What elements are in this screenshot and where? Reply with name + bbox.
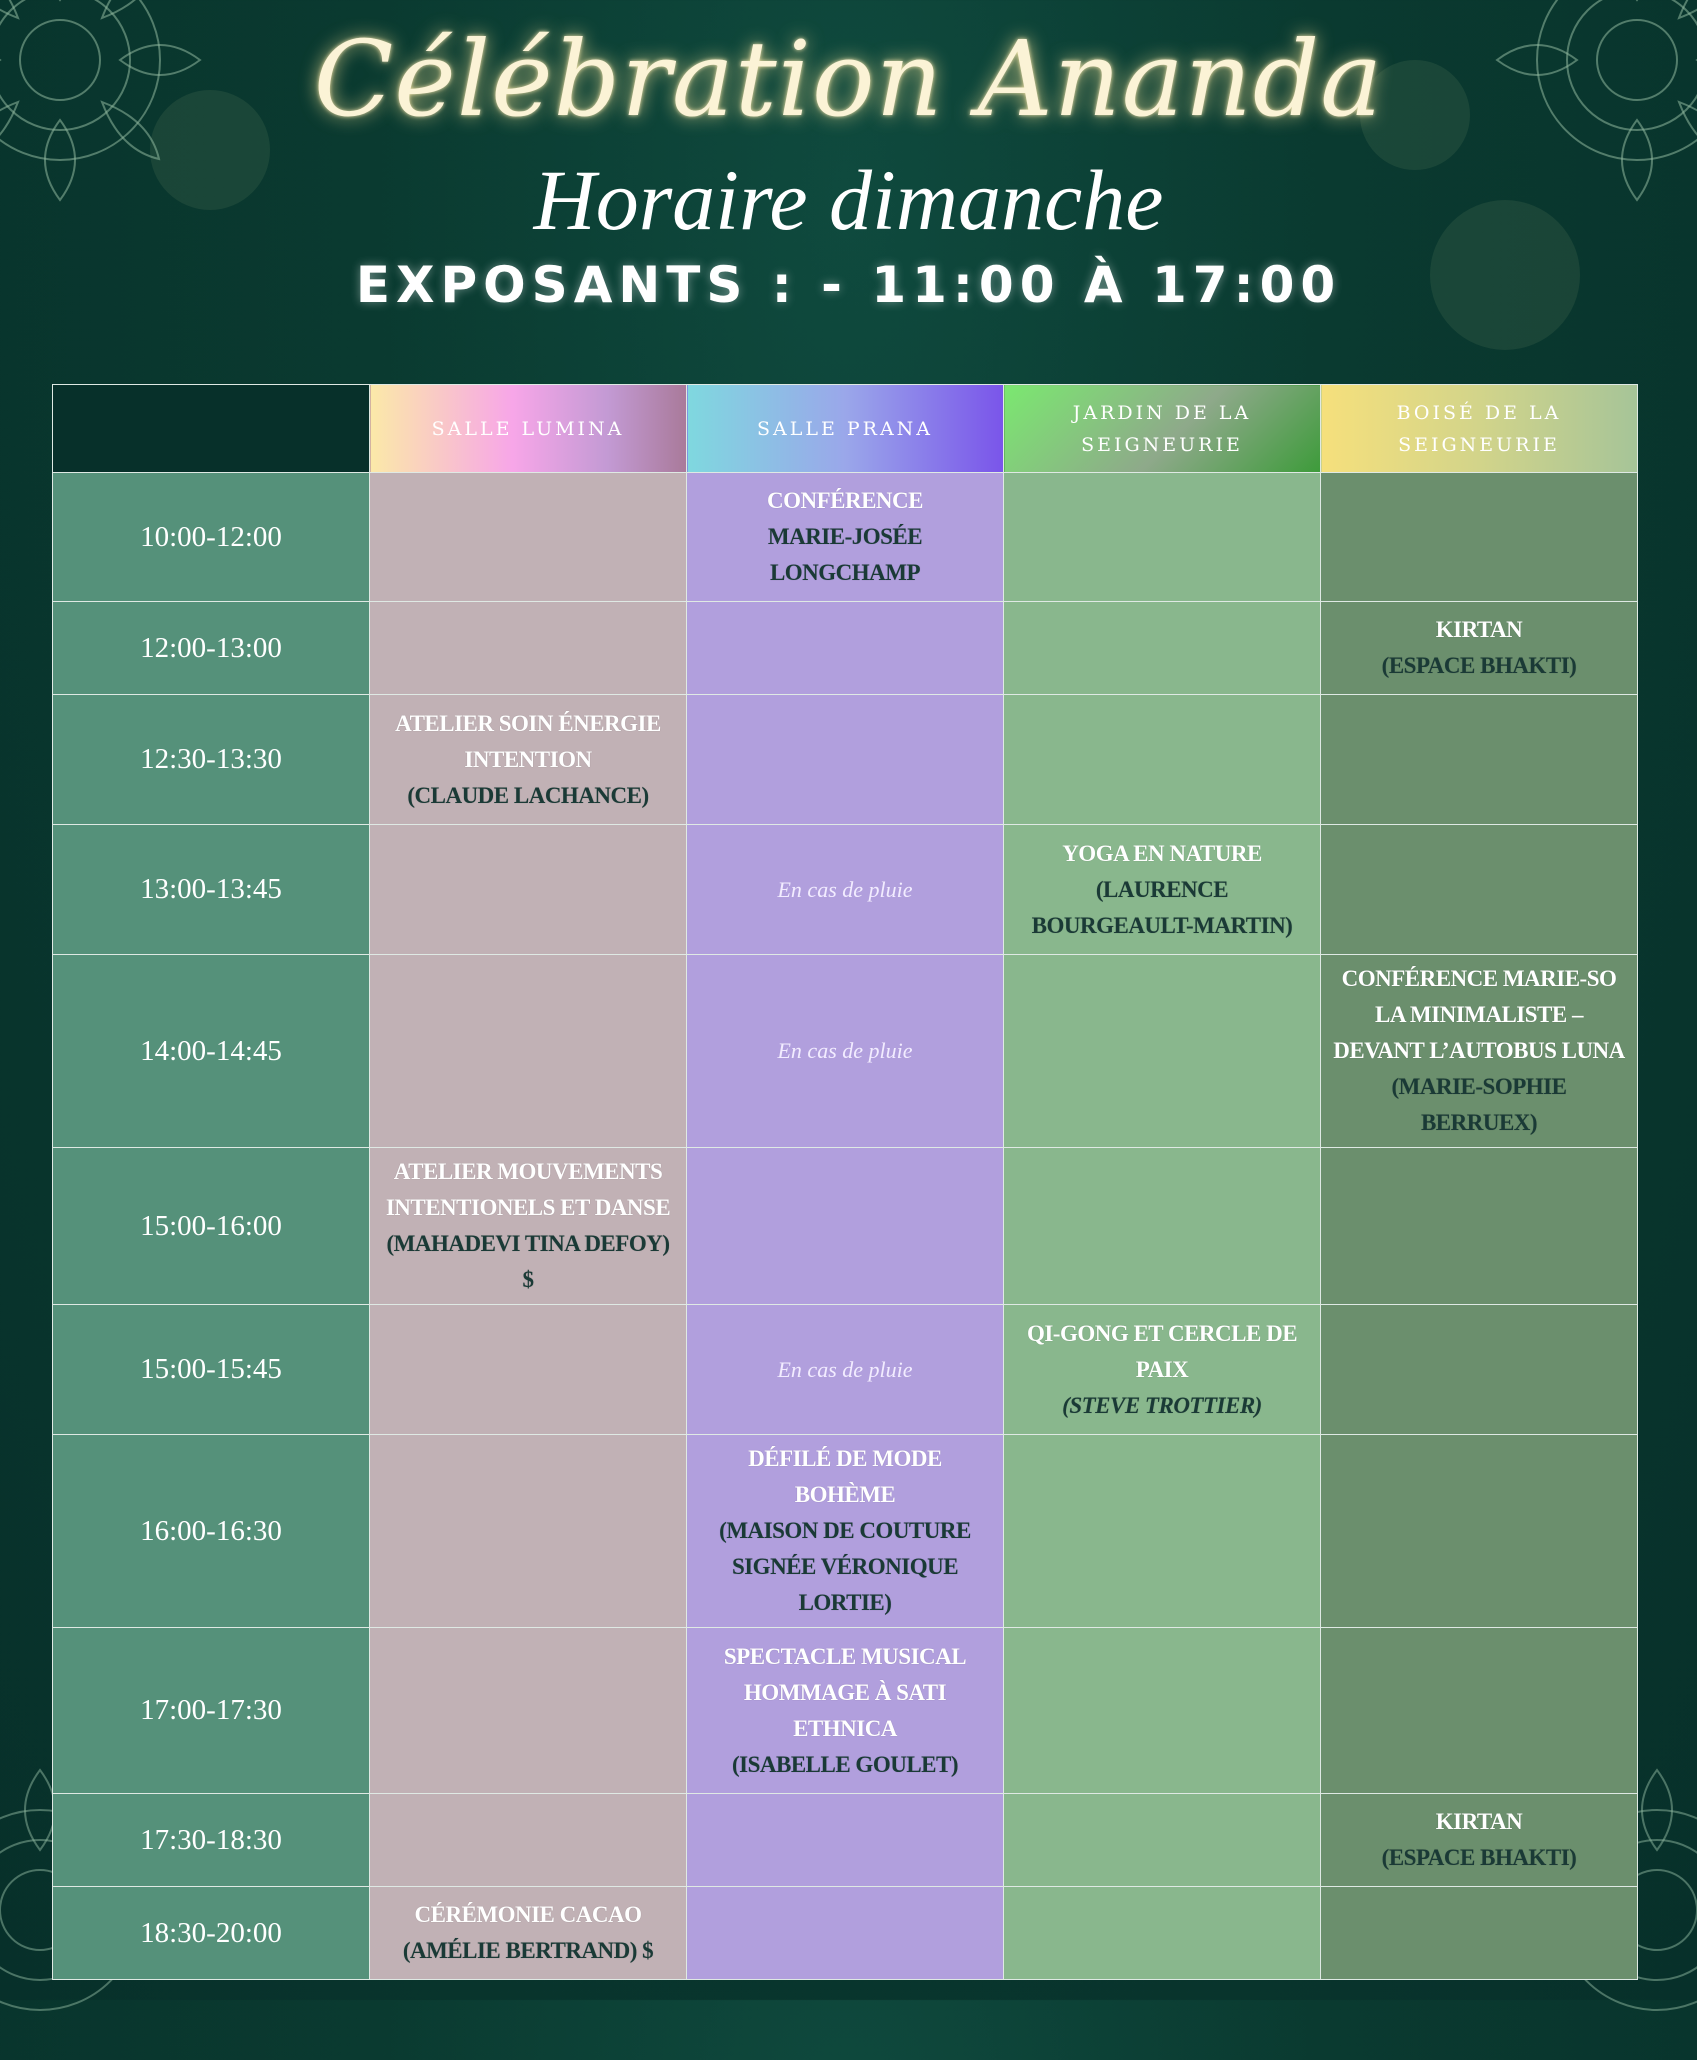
time-slot: 15:00-15:45 [53,1305,370,1435]
cell-jardin [1004,1435,1321,1628]
cell-prana [687,1148,1004,1305]
cell-jardin [1004,695,1321,825]
schedule-body [53,473,1638,1980]
event-title: ATELIER SOIN ÉNERGIE INTENTION [395,710,661,772]
cell-lumina [370,695,687,825]
table-row [53,1148,1638,1305]
cell-prana [687,473,1004,602]
cell-boise [1321,473,1638,602]
event-title: CONFÉRENCE MARIE-SO LA MINIMALISTE – DEVANT L’AUTOBUS LUNA [1333,966,1625,1063]
table-row [53,1305,1638,1435]
event-entry [380,1897,676,1969]
event-presenter: (ESPACE BHAKTI) [1381,653,1577,678]
cell-jardin [1004,825,1321,955]
time-slot: 17:00-17:30 [53,1628,370,1794]
rain-note: En cas de pluie [777,1038,913,1063]
cell-boise [1321,695,1638,825]
cell-prana [687,1628,1004,1794]
time-slot: 12:30-13:30 [53,695,370,825]
event-title: QI-GONG ET CERCLE DE PAIX [1026,1320,1298,1382]
cell-prana [687,695,1004,825]
column-header-lumina: SALLE LUMINA [370,385,687,473]
time-slot: 12:00-13:00 [53,602,370,695]
event-title: KIRTAN [1435,1809,1523,1834]
event-title: CONFÉRENCE [766,488,923,513]
time-slot: 10:00-12:00 [53,473,370,602]
cell-jardin [1004,955,1321,1148]
cell-boise [1321,1887,1638,1980]
cell-jardin [1004,1305,1321,1435]
event-presenter: (MAISON DE COUTURE SIGNÉE VÉRONIQUE LORTIE) [719,1518,971,1615]
event-entry [1331,961,1627,1141]
cell-lumina [370,955,687,1148]
time-slot: 17:30-18:30 [53,1794,370,1887]
column-header-boise: BOISÉ DE LA SEIGNEURIE [1321,385,1638,473]
cell-boise [1321,825,1638,955]
event-presenter: (MAHADEVI TINA DEFOY) $ [386,1231,670,1292]
cell-jardin [1004,1628,1321,1794]
cell-jardin [1004,602,1321,695]
page-subtitle: Horaire dimanche [533,152,1164,248]
event-title: KIRTAN [1435,617,1523,642]
time-slot: 13:00-13:45 [53,825,370,955]
time-slot: 14:00-14:45 [53,955,370,1148]
cell-jardin [1004,1887,1321,1980]
cell-lumina [370,1887,687,1980]
column-header-prana: SALLE PRANA [687,385,1004,473]
event-presenter: (ISABELLE GOULET) [731,1751,959,1777]
cell-lumina [370,1305,687,1435]
cell-lumina [370,473,687,602]
event-presenter: (ESPACE BHAKTI) [1381,1845,1577,1870]
event-entry [697,1639,993,1783]
table-row [53,1435,1638,1628]
cell-prana [687,1794,1004,1887]
cell-prana [687,825,1004,955]
event-entry [1014,836,1310,944]
event-presenter: MARIE-JOSÉE LONGCHAMP [767,524,923,585]
event-entry [380,1154,676,1298]
cell-jardin [1004,1148,1321,1305]
cell-boise [1321,1628,1638,1794]
table-row [53,1628,1638,1794]
event-title: ATELIER MOUVEMENTS INTENTIONELS ET DANSE [385,1159,671,1220]
cell-prana [687,602,1004,695]
cell-jardin [1004,473,1321,602]
event-title: CÉRÉMONIE CACAO [414,1902,642,1927]
event-title: Célébration Ananda [313,18,1384,140]
time-slot: 15:00-16:00 [53,1148,370,1305]
event-presenter: (LAURENCE BOURGEAULT-MARTIN) [1031,876,1293,938]
table-row [53,473,1638,602]
event-entry [1331,612,1627,684]
event-entry [380,706,676,814]
event-presenter: (AMÉLIE BERTRAND) $ [402,1938,654,1963]
event-presenter: (STEVE TROTTIER) [1062,1392,1262,1418]
event-entry [697,483,993,591]
cell-boise [1321,1435,1638,1628]
time-slot: 16:00-16:30 [53,1435,370,1628]
table-row [53,1794,1638,1887]
cell-boise [1321,1148,1638,1305]
cell-boise [1321,955,1638,1148]
event-title: YOGA EN NATURE [1062,840,1262,866]
time-slot: 18:30-20:00 [53,1887,370,1980]
event-title: SPECTACLE MUSICAL HOMMAGE À SATI ETHNICA [723,1643,967,1741]
cell-lumina [370,1148,687,1305]
table-row [53,602,1638,695]
cell-boise [1321,1794,1638,1887]
table-row [53,695,1638,825]
header-corner [53,385,370,473]
event-presenter: (CLAUDE LACHANCE) [407,782,649,808]
cell-prana [687,1305,1004,1435]
cell-prana [687,1435,1004,1628]
exhibitors-hours: EXPOSANTS : - 11:00 À 17:00 [355,256,1342,314]
cell-boise [1321,602,1638,695]
cell-prana [687,1887,1004,1980]
cell-prana [687,955,1004,1148]
cell-lumina [370,825,687,955]
cell-lumina [370,1794,687,1887]
cell-lumina [370,1628,687,1794]
rain-note: En cas de pluie [777,876,913,902]
event-title: DÉFILÉ DE MODE BOHÈME [748,1446,942,1507]
header-row [53,385,1638,473]
event-entry [697,1441,993,1621]
table-row [53,955,1638,1148]
event-entry [1331,1804,1627,1876]
column-header-jardin: JARDIN DE LA SEIGNEURIE [1004,385,1321,473]
rain-note: En cas de pluie [777,1356,913,1382]
cell-jardin [1004,1794,1321,1887]
event-entry [1014,1316,1310,1424]
event-presenter: (MARIE-SOPHIE BERRUEX) [1391,1074,1567,1135]
table-row [53,825,1638,955]
cell-boise [1321,1305,1638,1435]
cell-lumina [370,1435,687,1628]
table-row [53,1887,1638,1980]
cell-lumina [370,602,687,695]
schedule-table [52,384,1638,1980]
